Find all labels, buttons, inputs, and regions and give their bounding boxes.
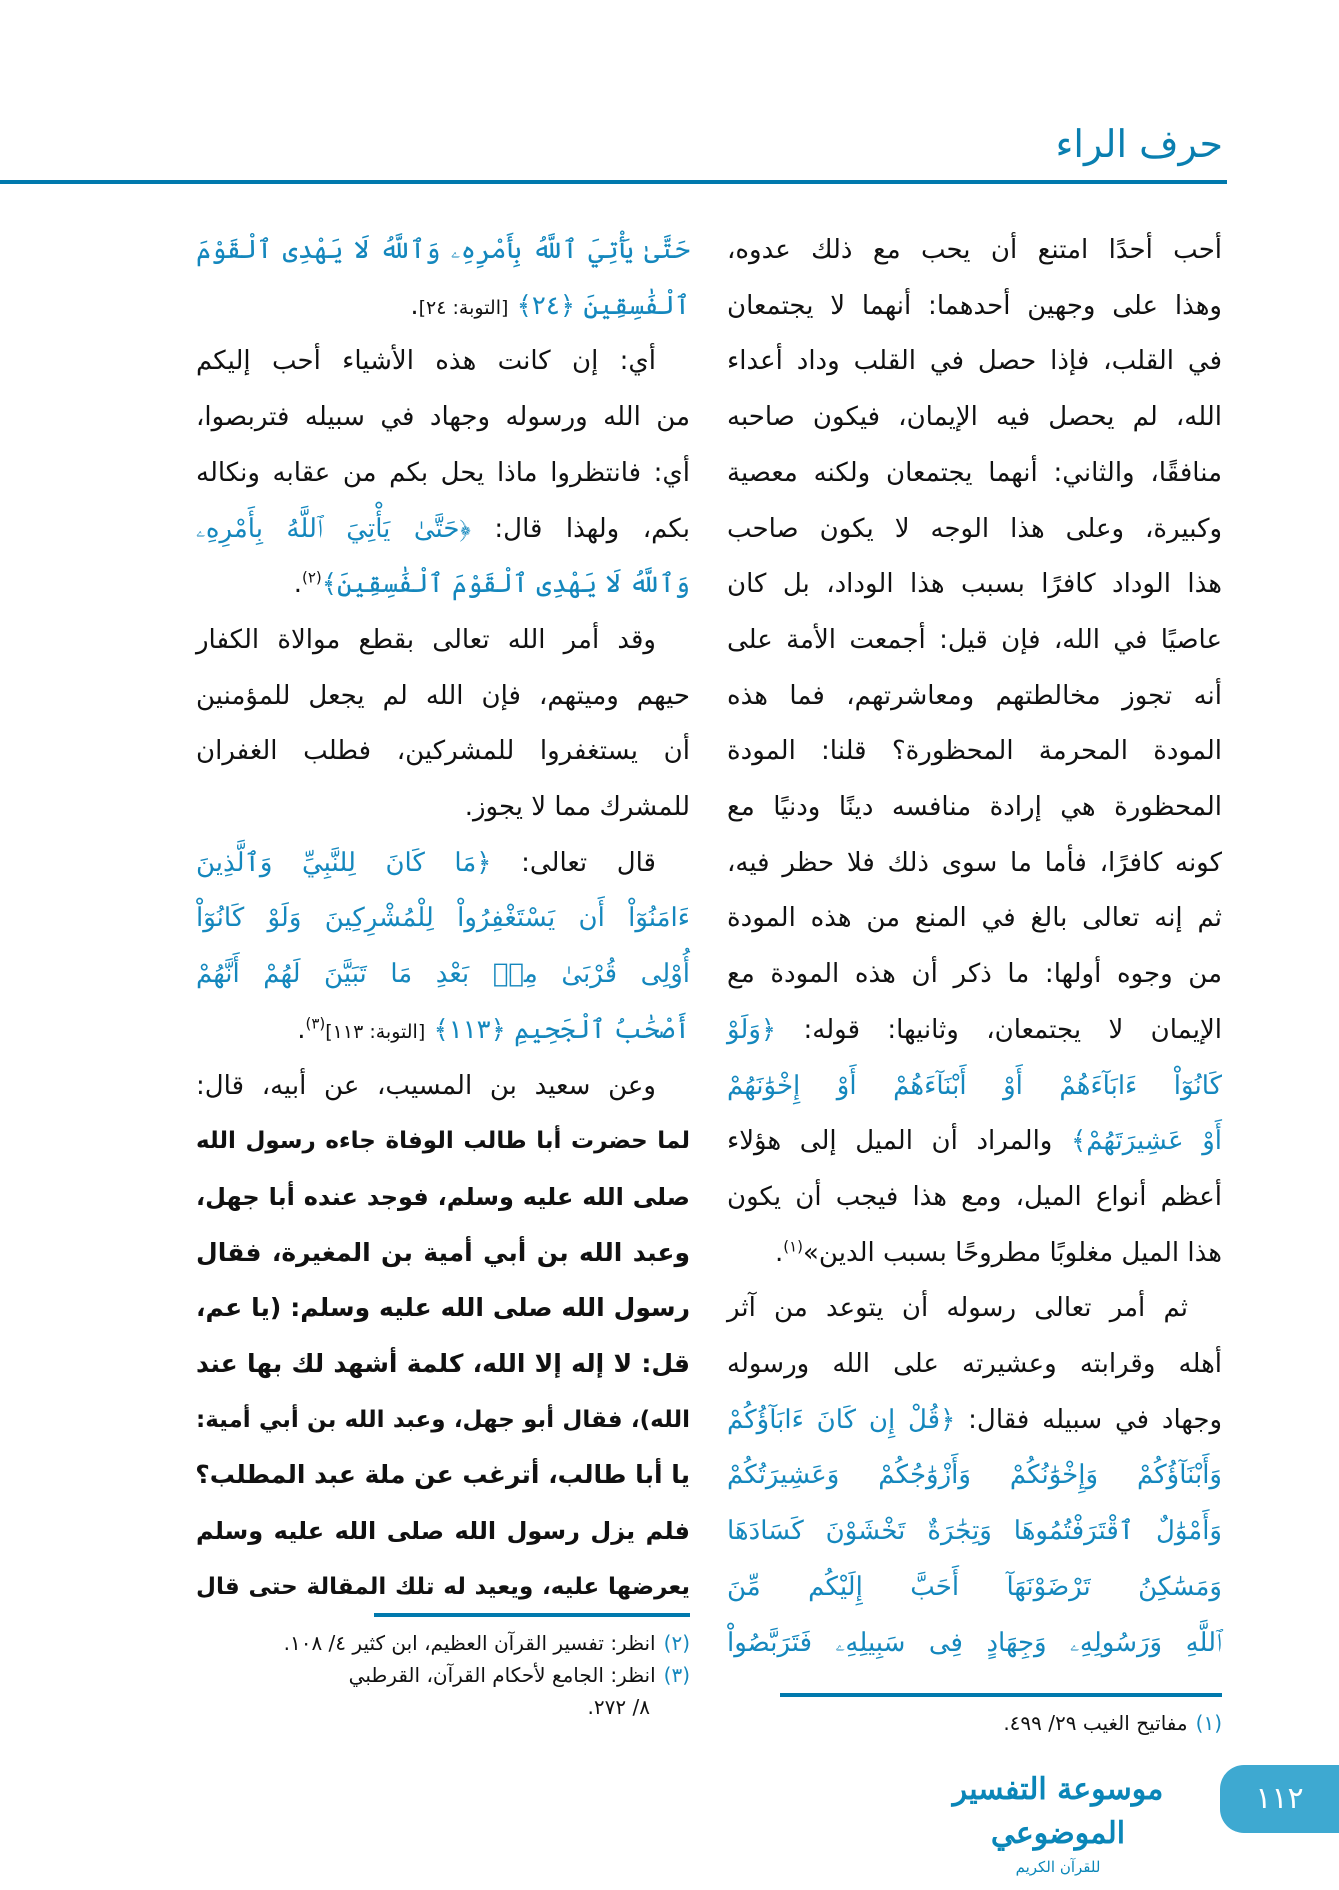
text-segment: وكبيرة، وعلى هذا الوجه لا يكون صاحب: [727, 513, 1222, 544]
text-line: [196, 501, 690, 557]
text-line: [196, 278, 690, 334]
footnote-divider-right: [780, 1693, 1222, 1697]
text-segment: ثم إنه تعالى بالغ في المنع من هذه المودة: [727, 903, 1222, 934]
text-line: [196, 835, 690, 891]
text-line: [727, 1169, 1222, 1225]
text-line: [727, 445, 1222, 501]
quran-verse: وَأَبْنَآؤُكُمْ وَإِخْوَٰنُكُمْ وَأَزْوَٰجُكُمْ وَعَشِيرَتُكُمْ: [727, 1460, 1222, 1491]
header-divider: [0, 180, 1227, 184]
text-segment: وهذا على وجهين أحدهما: أنهما لا يجتمعان: [727, 290, 1222, 321]
quran-verse: حَتَّىٰ يَأْتِيَ ٱللَّهُ بِأَمْرِهِۦ وَٱللَّهُ لَا يَهْدِى ٱلْقَوْمَ: [196, 235, 690, 265]
text-line: [727, 1503, 1222, 1559]
text-segment: الله)، فقال أبو جهل، وعبد الله بن أبي أمية:: [196, 1406, 690, 1433]
text-line: [196, 389, 690, 445]
footnote-number: (١): [1195, 1711, 1222, 1735]
text-line: [196, 1392, 690, 1448]
text-line: [196, 779, 690, 835]
text-line: [727, 278, 1222, 334]
quran-verse: ﴿وَلَوْ: [727, 1014, 777, 1045]
text-line: [196, 1225, 690, 1281]
text-line: [727, 612, 1222, 668]
text-line: [196, 1559, 690, 1615]
text-line: [727, 1559, 1222, 1615]
text-segment: .: [297, 1014, 306, 1045]
quran-verse: ﴿قُلْ إِن كَانَ ءَابَآؤُكُمْ: [727, 1404, 956, 1435]
text-segment: الإيمان لا يجتمعان، وثانيها: قوله:: [776, 1014, 1222, 1045]
footnote: [588, 1692, 650, 1722]
text-line: [196, 1280, 690, 1336]
quran-verse: أُوْلِى قُرْبَىٰ مِنۢ بَعْدِ مَا تَبَيَّنَ لَهُمْ أَنَّهُمْ: [196, 959, 690, 990]
text-segment: وعن سعيد بن المسيب، عن أبيه، قال:: [196, 1070, 656, 1101]
quran-verse: وَأَمْوَٰلٌ ٱقْتَرَفْتُمُوهَا وَتِجَٰرَةٌ تَخْشَوْنَ كَسَادَهَا: [727, 1516, 1222, 1547]
quran-verse: كَانُوٓاْ ءَابَآءَهُمْ أَوْ أَبْنَآءَهُمْ أَوْ إِخْوَٰنَهُمْ: [727, 1070, 1222, 1101]
footnote-text: انظر: تفسير القرآن العظيم، ابن كثير ٤/ ١٠٨.: [283, 1631, 656, 1655]
text-segment: من الله ورسوله وجهاد في سبيله فتربصوا،: [196, 402, 690, 433]
text-line: [727, 890, 1222, 946]
text-segment: من وجوه أولها: ما ذكر أن هذه المودة مع: [727, 959, 1222, 990]
text-segment: صلى الله عليه وسلم، فوجد عنده أبا جهل،: [196, 1182, 690, 1211]
footnote-divider-left: [374, 1613, 690, 1617]
text-line: [727, 556, 1222, 612]
text-line: [196, 890, 690, 946]
text-line: [196, 1113, 690, 1169]
text-segment: كونه كافرًا، فأما ما سوى ذلك فلا حظر فيه،: [727, 847, 1222, 878]
text-segment: بكم، ولهذا قال:: [470, 513, 690, 544]
quran-verse: أَصْحَٰبُ ٱلْجَحِيمِ ﴿١١٣﴾: [425, 1014, 690, 1045]
text-segment: والمراد أن الميل إلى هؤلاء: [727, 1126, 1071, 1157]
text-segment: عاصيًا في الله، فإن قيل: أجمعت الأمة على: [727, 624, 1222, 655]
text-segment: .: [774, 1237, 784, 1268]
quran-verse: ٱللَّهِ وَرَسُولِهِۦ وَجِهَادٍ فِى سَبِيلِهِۦ فَتَرَبَّصُواْ: [727, 1627, 1222, 1658]
text-line: [196, 1447, 690, 1503]
text-segment: وعبد الله بن أبي أمية بن المغيرة، فقال: [196, 1237, 690, 1267]
text-segment: ثم أمر تعالى رسوله أن يتوعد من آثر: [727, 1293, 1188, 1324]
text-segment: الله، لم يحصل فيه الإيمان، فيكون صاحبه: [727, 402, 1222, 433]
text-segment: حيهم وميتهم، فإن الله لم يجعل للمؤمنين: [196, 680, 690, 711]
text-segment: المودة المحرمة المحظورة؟ قلنا: المودة: [727, 736, 1222, 767]
text-line: [727, 1002, 1222, 1058]
text-segment: .: [293, 569, 302, 600]
footnote-number: (٣): [663, 1663, 690, 1687]
text-segment: أن يستغفروا للمشركين، فطلب الغفران: [196, 736, 690, 767]
footnote-marker: (١): [783, 1236, 804, 1255]
text-segment: أي: فانتظروا ماذا يحل بكم من عقابه ونكاله: [196, 457, 690, 488]
quran-verse: وَٱللَّهُ لَا يَهْدِى ٱلْقَوْمَ ٱلْفَٰسِقِينَ﴾: [321, 569, 690, 600]
text-line: [727, 389, 1222, 445]
quran-verse: أَوْ عَشِيرَتَهُمْ﴾: [1070, 1126, 1222, 1157]
text-segment: أهله وقرابته وعشيرته على الله ورسوله: [727, 1349, 1222, 1379]
text-line: [727, 333, 1222, 389]
footnote-text: ٨/ ٢٧٢.: [587, 1695, 650, 1719]
text-line: [727, 1392, 1222, 1448]
text-line: [196, 946, 690, 1002]
quran-verse: ﴿مَا كَانَ لِلنَّبِيِّ وَٱلَّذِينَ: [196, 847, 492, 878]
footnote: [1003, 1708, 1222, 1738]
text-line: [727, 1058, 1222, 1114]
quran-verse: ءَامَنُوٓاْ أَن يَسْتَغْفِرُواْ لِلْمُشْرِكِينَ وَلَوْ كَانُوٓاْ: [196, 903, 690, 934]
page-number: ١١٢: [1220, 1765, 1339, 1833]
text-segment: وقد أمر الله تعالى بقطع موالاة الكفار: [196, 624, 656, 655]
quran-verse: ﴿حَتَّىٰ يَأْتِيَ ٱللَّهُ بِأَمْرِهِۦ: [196, 513, 471, 544]
quran-verse: ٱلْفَٰسِقِينَ ﴿٢٤﴾: [508, 290, 690, 321]
text-line: [196, 556, 690, 612]
text-line: [727, 779, 1222, 835]
text-segment: قال تعالى:: [491, 847, 656, 878]
footnote: [284, 1628, 690, 1658]
text-segment: فلم يزل رسول الله صلى الله عليه وسلم: [196, 1517, 690, 1546]
text-line: [727, 946, 1222, 1002]
text-line: [196, 1503, 690, 1559]
text-segment: المحظورة هي إرادة منافسه دينًا ودنيًا مع: [727, 792, 1222, 822]
text-line: [196, 1002, 690, 1058]
text-line: [727, 1225, 1222, 1281]
footnote: [349, 1660, 690, 1690]
text-line: [196, 333, 690, 389]
text-line: [196, 723, 690, 779]
text-segment: يعرضها عليه، ويعيد له تلك المقالة حتى قال: [196, 1573, 690, 1600]
text-segment: وجهاد في سبيله فقال:: [955, 1404, 1223, 1435]
footnote-number: (٢): [663, 1631, 690, 1655]
text-segment: للمشرك مما لا يجوز.: [464, 792, 690, 822]
text-segment: قل: لا إله إلا الله، كلمة أشهد لك بها عند: [196, 1349, 690, 1378]
verse-reference: [التوبة: ٢٤]: [418, 296, 509, 319]
text-line: [196, 1169, 690, 1225]
text-segment: .: [410, 290, 419, 321]
text-segment: يا أبا طالب، أترغب عن ملة عبد المطلب؟: [195, 1460, 690, 1490]
text-segment: هذا الميل مغلوبًا مطروحًا بسبب الدين»: [803, 1237, 1222, 1268]
text-line: [196, 222, 690, 278]
text-line: [727, 723, 1222, 779]
chapter-title: حرف الراء: [1055, 122, 1223, 166]
text-line: [196, 445, 690, 501]
encyclopedia-logo: [933, 1768, 1183, 1876]
logo-subtitle: للقرآن الكريم: [1015, 1858, 1101, 1876]
text-segment: أعظم أنواع الميل، ومع هذا فيجب أن يكون: [727, 1181, 1222, 1212]
verse-reference: [التوبة: ١١٣]: [325, 1020, 426, 1043]
text-line: [727, 1615, 1222, 1671]
text-segment: أنه تجوز مخالطتهم ومعاشرتهم، فما هذه: [727, 680, 1222, 711]
text-segment: هذا الوداد كافرًا بسبب هذا الوداد، بل كان: [727, 569, 1222, 600]
footnote-text: مفاتيح الغيب ٢٩/ ٤٩٩.: [1003, 1711, 1188, 1735]
text-line: [727, 1336, 1222, 1392]
text-segment: لما حضرت أبا طالب الوفاة جاءه رسول الله: [196, 1128, 690, 1155]
text-segment: في القلب، فإذا حصل في القلب وداد أعداء: [727, 346, 1222, 377]
text-line: [727, 1113, 1222, 1169]
text-segment: منافقًا، والثاني: أنهما يجتمعان ولكنه معصية: [727, 457, 1222, 488]
footnote-marker: (٣): [305, 1014, 326, 1033]
text-line: [727, 835, 1222, 891]
text-line: [727, 1280, 1222, 1336]
text-segment: أحب أحدًا امتنع أن يحب مع ذلك عدوه،: [727, 235, 1222, 265]
text-segment: رسول الله صلى الله عليه وسلم: (يا عم،: [196, 1293, 690, 1323]
text-segment: أي: إن كانت هذه الأشياء أحب إليكم: [196, 346, 656, 377]
logo-title: موسوعة التفسير الموضوعي: [952, 1772, 1164, 1851]
text-line: [196, 1336, 690, 1392]
text-line: [196, 668, 690, 724]
text-line: [727, 501, 1222, 557]
text-line: [727, 222, 1222, 278]
text-line: [196, 612, 690, 668]
text-line: [196, 1058, 690, 1114]
text-line: [727, 668, 1222, 724]
footnote-text: انظر: الجامع لأحكام القرآن، القرطبي: [348, 1663, 656, 1687]
footnote-marker: (٢): [302, 568, 322, 587]
text-line: [727, 1447, 1222, 1503]
quran-verse: وَمَسَٰكِنُ تَرْضَوْنَهَآ أَحَبَّ إِلَيْكُم مِّنَ: [727, 1571, 1222, 1602]
